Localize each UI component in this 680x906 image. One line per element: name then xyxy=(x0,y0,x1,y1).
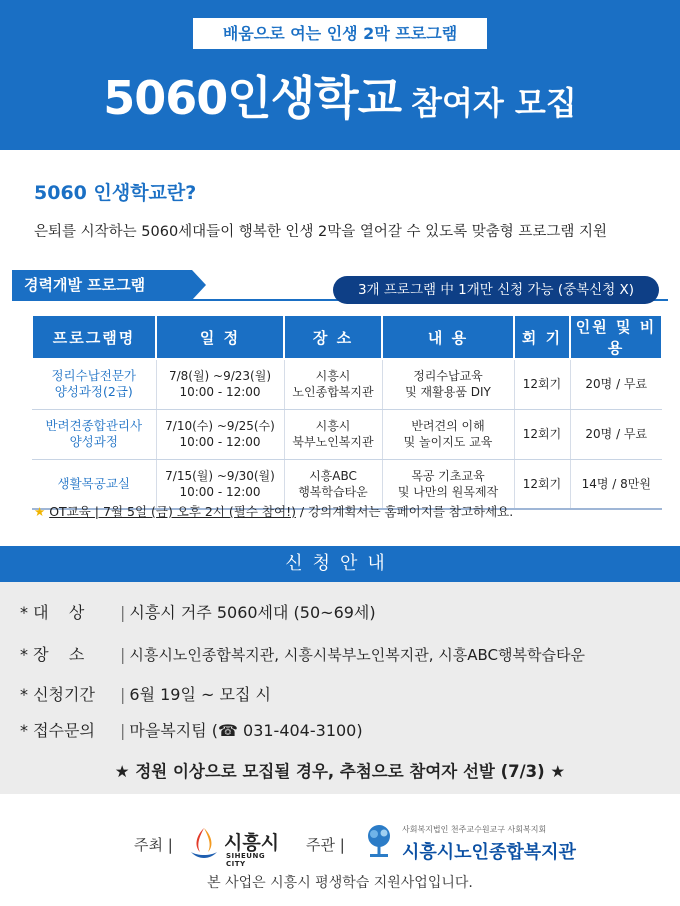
place-cell: 시흥시 노인종합복지관 xyxy=(284,359,382,409)
header-content: 내 용 xyxy=(382,315,514,359)
info-place: * 장 소 | 시흥시노인종합복지관, 시흥시북부노인복지관, 시흥ABC행복학습타운 xyxy=(20,645,585,664)
header-program-name: 프로그램명 xyxy=(32,315,156,359)
section-tag-arrow xyxy=(192,270,206,300)
schedule-cell: 7/15(월) ~9/30(월) 10:00 - 12:00 xyxy=(156,459,284,509)
ot-schedule: OT교육 | 7월 5일 (금) 오후 2시 (필수 참여!) xyxy=(49,504,296,519)
sessions-cell: 12회기 xyxy=(514,359,570,409)
page-title xyxy=(0,62,680,128)
content-cell: 반려견의 이해 및 놀이지도 교육 xyxy=(382,409,514,459)
table-header-row xyxy=(32,315,662,359)
content-cell: 목공 기초교육 및 나만의 원목제작 xyxy=(382,459,514,509)
table-row xyxy=(32,359,662,409)
sessions-cell: 12회기 xyxy=(514,409,570,459)
header-capacity: 인원 및 비용 xyxy=(570,315,662,359)
capacity-cell: 20명 / 무료 xyxy=(570,359,662,409)
intro-heading: 5060 인생학교란? xyxy=(34,182,197,204)
siheung-logo-icon xyxy=(188,826,220,862)
title-main: 5060인생학교 xyxy=(103,71,402,125)
host-label: 주최 | xyxy=(134,836,173,854)
program-table xyxy=(31,314,663,510)
table-row xyxy=(32,409,662,459)
header-schedule: 일 정 xyxy=(156,315,284,359)
info-target: * 대 상 | 시흥시 거주 5060세대 (50~69세) xyxy=(20,603,376,622)
siheung-city-logo: 시흥시 SIHEUNG CITY xyxy=(188,824,284,868)
title-sub: 참여자 모집 xyxy=(411,84,577,122)
selection-note: ★ 정원 이상으로 모집될 경우, 추첨으로 참여자 선발 (7/3) ★ xyxy=(114,762,566,781)
apply-heading: 신청안내 xyxy=(0,546,680,582)
program-name-cell: 생활목공교실 xyxy=(32,459,156,509)
ot-homepage-note: / 강의계획서는 홈페이지를 참고하세요. xyxy=(295,504,514,519)
content-cell: 정리수납교육 및 재활용품 DIY xyxy=(382,359,514,409)
section-tag-career: 경력개발 프로그램 xyxy=(12,270,192,300)
header-subtitle: 배움으로 여는 인생 2막 프로그램 xyxy=(193,18,487,49)
program-name-cell: 정리수납전문가 양성과정(2급) xyxy=(32,359,156,409)
header-place: 장 소 xyxy=(284,315,382,359)
star-icon: ★ xyxy=(34,504,46,519)
header-sessions: 회 기 xyxy=(514,315,570,359)
ot-note xyxy=(34,502,513,520)
info-contact: * 접수문의 | 마을복지팀 (☎ 031-404-3100) xyxy=(20,721,363,740)
info-period: * 신청기간 | 6월 19일 ~ 모집 시 xyxy=(20,685,271,704)
intro-description: 은퇴를 시작하는 5060세대들이 행복한 인생 2막을 열어갈 수 있도록 맞춤형 프로그램 지원 xyxy=(34,224,608,240)
place-cell: 시흥시 북부노인복지관 xyxy=(284,409,382,459)
schedule-cell: 7/10(수) ~9/25(수) 10:00 - 12:00 xyxy=(156,409,284,459)
sessions-cell: 12회기 xyxy=(514,459,570,509)
program-name-cell: 반려견종합관리사 양성과정 xyxy=(32,409,156,459)
limit-note-pill: 3개 프로그램 中 1개만 신청 가능 (중복신청 X) xyxy=(333,276,659,304)
capacity-cell: 20명 / 무료 xyxy=(570,409,662,459)
footer-note: 본 사업은 시흥시 평생학습 지원사업입니다. xyxy=(207,875,473,891)
place-cell: 시흥ABC 행복학습타운 xyxy=(284,459,382,509)
header-banner xyxy=(0,0,680,150)
welfare-tree-icon xyxy=(364,824,394,858)
welfare-center-logo: 사회복지법인 천주교수원교구 사회복지회 시흥시노인종합복지관 xyxy=(364,822,664,868)
organizer-label: 주관 | xyxy=(306,836,345,854)
schedule-cell: 7/8(월) ~9/23(월) 10:00 - 12:00 xyxy=(156,359,284,409)
footer-logos xyxy=(0,818,680,868)
capacity-cell: 14명 / 8만원 xyxy=(570,459,662,509)
